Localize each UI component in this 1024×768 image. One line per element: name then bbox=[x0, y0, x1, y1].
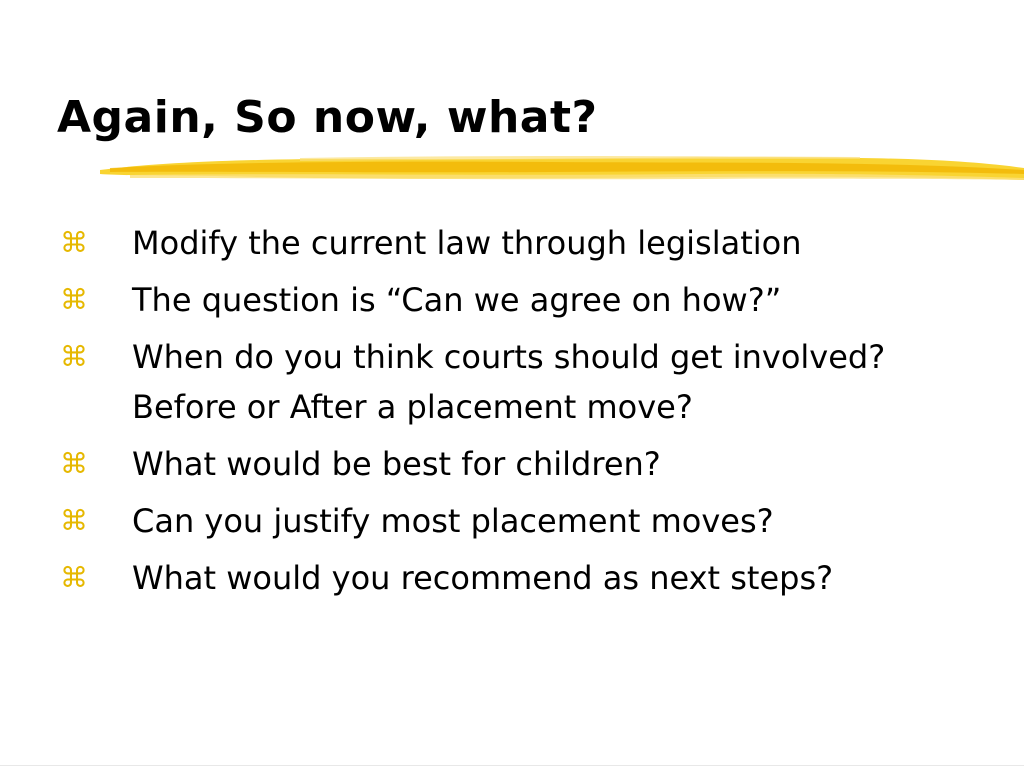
command-icon: ⌘ bbox=[60, 283, 88, 316]
bullet-list bbox=[60, 218, 1000, 610]
bullet-text: What would you recommend as next steps? bbox=[132, 559, 834, 597]
bullet-text-continuation: Before or After a placement move? bbox=[132, 388, 693, 426]
command-icon: ⌘ bbox=[60, 226, 88, 259]
command-icon: ⌘ bbox=[60, 340, 88, 373]
bullet-item bbox=[60, 496, 1000, 546]
bullet-text: What would be best for children? bbox=[132, 445, 661, 483]
bottom-divider bbox=[0, 765, 1024, 766]
bullet-text: The question is “Can we agree on how?” bbox=[132, 281, 782, 319]
bullet-text: Modify the current law through legislation bbox=[132, 224, 802, 262]
bullet-item bbox=[60, 553, 1000, 603]
bullet-text: Can you justify most placement moves? bbox=[132, 502, 774, 540]
title-underline-brushstroke bbox=[100, 150, 1024, 188]
bullet-item bbox=[60, 439, 1000, 489]
command-icon: ⌘ bbox=[60, 504, 88, 537]
command-icon: ⌘ bbox=[60, 447, 88, 480]
bullet-item bbox=[60, 332, 1000, 432]
command-icon: ⌘ bbox=[60, 561, 88, 594]
bullet-item bbox=[60, 275, 1000, 325]
bullet-text: When do you think courts should get involved? bbox=[132, 338, 886, 376]
bullet-item bbox=[60, 218, 1000, 268]
slide-title: Again, So now, what? bbox=[57, 92, 598, 143]
